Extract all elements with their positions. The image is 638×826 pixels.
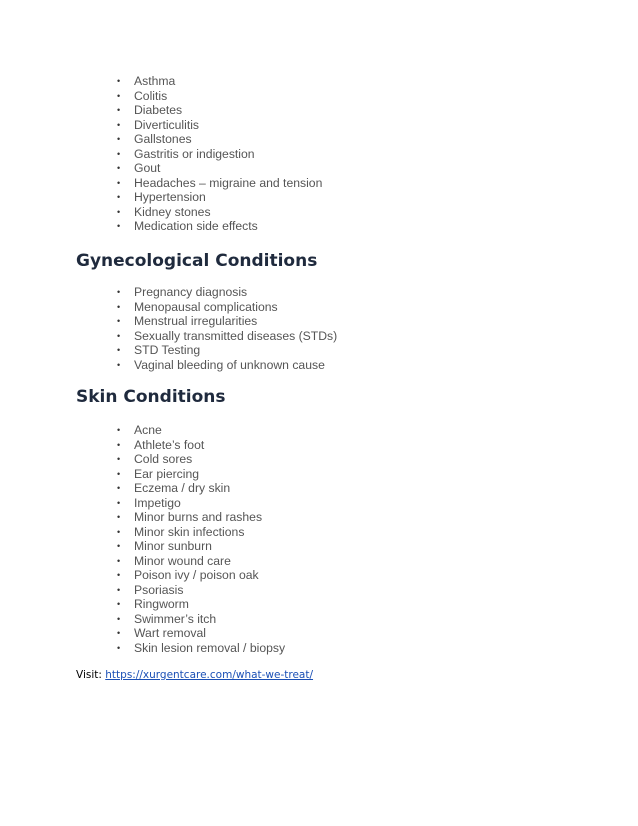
list-item — [0, 539, 285, 554]
list-item — [0, 358, 337, 373]
list-item — [0, 190, 322, 205]
list-item-text: Kidney stones — [134, 204, 211, 219]
bullet-icon: • — [117, 105, 121, 115]
list-item-text: Diabetes — [134, 103, 183, 117]
list-item — [0, 89, 322, 104]
list-item — [0, 118, 322, 133]
bullet-icon: • — [117, 541, 121, 551]
list-item-text: Cold sores — [134, 452, 193, 466]
list-item-text: Swimmer’s itch — [134, 611, 217, 626]
bullet-icon: • — [117, 192, 121, 202]
bullet-icon: • — [117, 206, 121, 217]
list-item-text: Vaginal bleeding of unknown cause — [134, 357, 325, 372]
list-item-text: STD Testing — [134, 343, 201, 357]
bullet-icon: • — [117, 497, 121, 508]
list-item-text: Sexually transmitted diseases (STDs) — [134, 328, 338, 343]
list-item-text: Athlete’s foot — [134, 437, 205, 452]
list-item — [0, 525, 285, 540]
bullet-icon: • — [117, 316, 121, 326]
bullet-icon: • — [117, 628, 121, 638]
list-item-text: Minor skin infections — [134, 524, 245, 539]
list-item-text: Colitis — [134, 88, 168, 103]
list-item — [0, 597, 285, 612]
list-item — [0, 161, 322, 176]
bullet-icon: • — [117, 287, 121, 297]
bullet-icon: • — [117, 468, 121, 479]
list-item — [0, 314, 337, 329]
bullet-icon: • — [117, 512, 121, 522]
bullet-icon: • — [117, 177, 121, 188]
visit-line — [76, 669, 313, 681]
list-item — [0, 176, 322, 191]
skin-list — [0, 423, 285, 655]
list-item — [0, 300, 337, 315]
list-item — [0, 423, 285, 438]
bullet-icon: • — [117, 76, 121, 86]
list-item-text: Diverticulitis — [134, 117, 200, 132]
list-item-text: Psoriasis — [134, 582, 184, 597]
bullet-icon: • — [117, 584, 121, 595]
list-item — [0, 147, 322, 162]
conditions-list-general — [0, 74, 322, 234]
skin-heading: Skin Conditions — [76, 387, 226, 407]
list-item-text: Menstrual irregularities — [134, 314, 258, 328]
visit-label: Visit: — [76, 669, 102, 681]
list-item — [0, 329, 337, 344]
bullet-icon: • — [117, 119, 121, 130]
list-item — [0, 219, 322, 234]
bullet-icon: • — [117, 483, 121, 493]
list-item-text: Impetigo — [134, 495, 181, 510]
list-item-text: Asthma — [134, 74, 176, 88]
list-item — [0, 583, 285, 598]
list-item — [0, 285, 337, 300]
bullet-icon: • — [117, 148, 121, 159]
bullet-icon: • — [117, 454, 121, 464]
list-item-text: Minor wound care — [134, 553, 231, 568]
list-item — [0, 343, 337, 358]
bullet-icon: • — [117, 613, 121, 624]
bullet-icon: • — [117, 526, 121, 537]
list-item-text: Ear piercing — [134, 466, 200, 481]
list-item — [0, 103, 322, 118]
list-item-text: Minor sunburn — [134, 539, 212, 553]
list-item — [0, 641, 285, 656]
list-item — [0, 568, 285, 583]
list-item-text: Ringworm — [134, 597, 189, 611]
list-item-text: Menopausal complications — [134, 299, 278, 314]
list-item-text: Skin lesion removal / biopsy — [134, 640, 286, 655]
list-item — [0, 74, 322, 89]
bullet-icon: • — [117, 570, 121, 580]
list-item — [0, 626, 285, 641]
gynecological-heading: Gynecological Conditions — [76, 251, 318, 271]
bullet-icon: • — [117, 425, 121, 435]
bullet-icon: • — [117, 439, 121, 450]
bullet-icon: • — [117, 301, 121, 312]
bullet-icon: • — [117, 345, 121, 355]
list-item-text: Medication side effects — [134, 219, 258, 233]
list-item-text: Pregnancy diagnosis — [134, 285, 248, 299]
list-item — [0, 452, 285, 467]
list-item-text: Gastritis or indigestion — [134, 146, 255, 161]
bullet-icon: • — [117, 134, 121, 144]
bullet-icon: • — [117, 330, 121, 341]
bullet-icon: • — [117, 359, 121, 370]
list-item — [0, 554, 285, 569]
list-item-text: Eczema / dry skin — [134, 481, 231, 495]
list-item-text: Headaches – migraine and tension — [134, 175, 323, 190]
list-item — [0, 132, 322, 147]
list-item — [0, 496, 285, 511]
list-item-text: Acne — [134, 423, 162, 437]
bullet-icon: • — [117, 221, 121, 231]
list-item — [0, 481, 285, 496]
list-item — [0, 467, 285, 482]
visit-link[interactable]: https://xurgentcare.com/what-we-treat/ — [105, 669, 314, 681]
bullet-icon: • — [117, 555, 121, 566]
bullet-icon: • — [117, 642, 121, 653]
list-item — [0, 438, 285, 453]
list-item-text: Gallstones — [134, 132, 192, 146]
gynecological-list — [0, 285, 337, 372]
bullet-icon: • — [117, 163, 121, 173]
list-item-text: Poison ivy / poison oak — [134, 568, 259, 582]
list-item-text: Gout — [134, 161, 161, 175]
list-item-text: Hypertension — [134, 190, 206, 204]
list-item-text: Minor burns and rashes — [134, 510, 263, 524]
list-item-text: Wart removal — [134, 626, 207, 640]
list-item — [0, 205, 322, 220]
bullet-icon: • — [117, 599, 121, 609]
list-item — [0, 510, 285, 525]
list-item — [0, 612, 285, 627]
bullet-icon: • — [117, 90, 121, 101]
